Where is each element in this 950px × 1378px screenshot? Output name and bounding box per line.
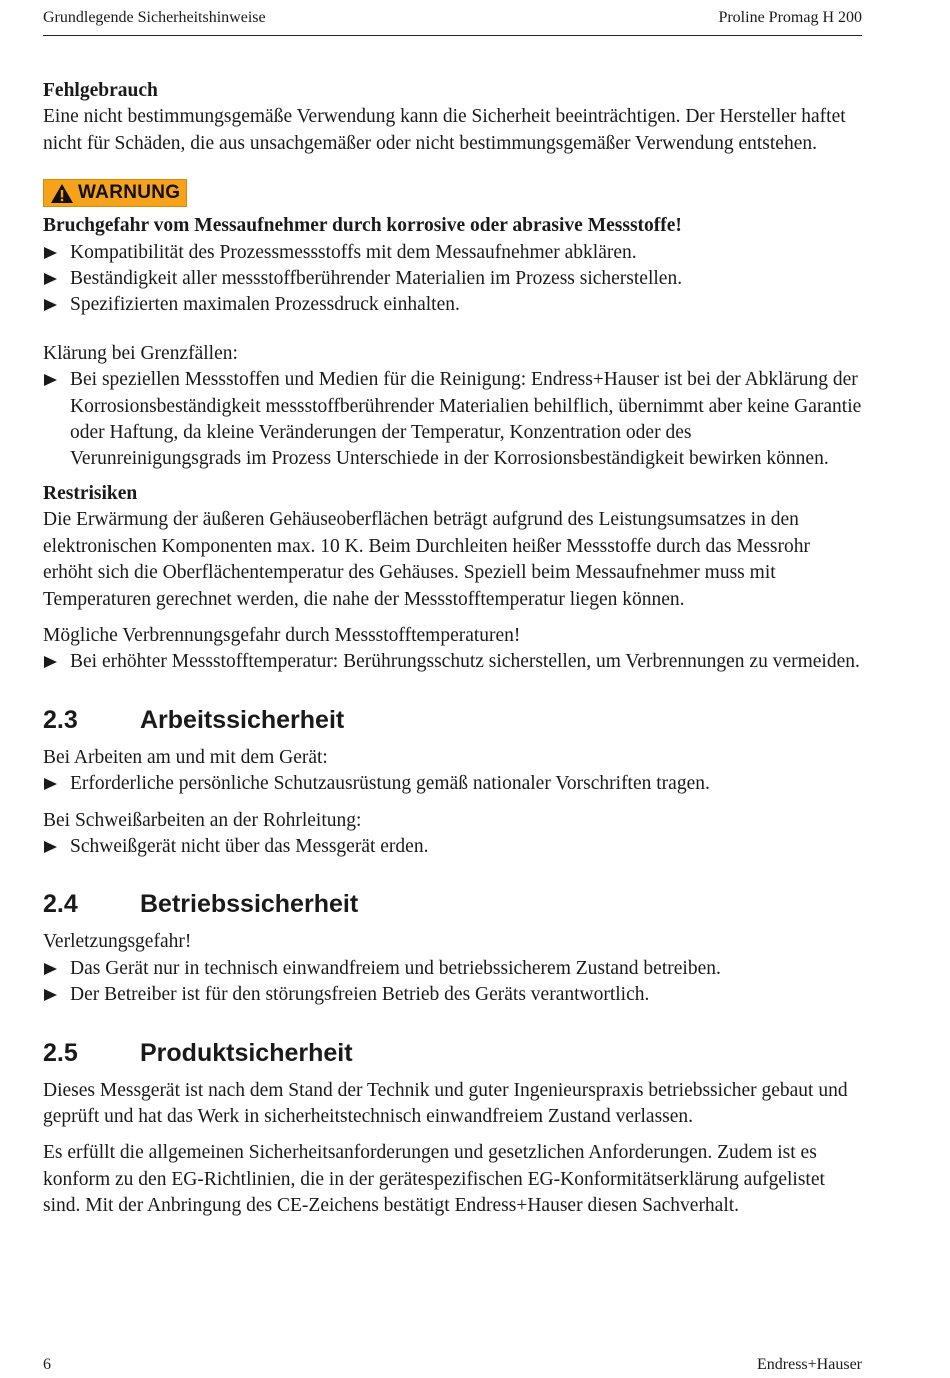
page-header bbox=[43, 7, 862, 36]
grenzfaelle-list bbox=[43, 367, 862, 473]
bullet-triangle-icon bbox=[44, 989, 57, 1001]
bullet-triangle-icon bbox=[44, 273, 57, 285]
list-item: Beständigkeit aller messstoffberührender Materialien im Prozess sicherstellen. bbox=[43, 266, 862, 292]
list-item: Bei erhöhter Messstofftemperatur: Berührungsschutz sicherstellen, um Verbrennungen zu vermeiden. bbox=[43, 649, 862, 675]
sec23-intro1: Bei Arbeiten am und mit dem Gerät: bbox=[43, 746, 328, 768]
bullet-triangle-icon bbox=[44, 247, 57, 259]
section-number: 2.4 bbox=[43, 890, 78, 919]
page-content bbox=[43, 78, 862, 1220]
document-page bbox=[43, 0, 862, 1378]
sec24-list bbox=[43, 956, 862, 1009]
bullet-triangle-icon bbox=[44, 374, 57, 386]
warning-list bbox=[43, 240, 862, 319]
list-item: Kompatibilität des Prozessmessstoffs mit dem Messaufnehmer abklären. bbox=[43, 240, 862, 266]
section-number: 2.3 bbox=[43, 705, 78, 734]
page-footer bbox=[43, 1356, 862, 1376]
warning-title: Bruchgefahr vom Messaufnehmer durch korrosive oder abrasive Messstoffe! bbox=[43, 215, 682, 237]
footer-brand: Endress+Hauser bbox=[757, 1356, 862, 1373]
section-title: Produktsicherheit bbox=[140, 1038, 353, 1067]
bullet-triangle-icon bbox=[44, 963, 57, 975]
sec23-list2 bbox=[43, 834, 862, 860]
sec23-intro2: Bei Schweißarbeiten an der Rohrleitung: bbox=[43, 809, 362, 831]
fehlgebrauch-heading: Fehlgebrauch bbox=[43, 80, 158, 101]
warning-triangle-icon bbox=[50, 183, 74, 204]
restrisiken-heading: Restrisiken bbox=[43, 482, 138, 504]
bullet-triangle-icon bbox=[44, 656, 57, 668]
bullet-triangle-icon bbox=[44, 778, 57, 790]
section-heading-2-3 bbox=[43, 706, 862, 735]
header-chapter: Grundlegende Sicherheitshinweise bbox=[43, 9, 266, 26]
warning-badge bbox=[43, 179, 187, 207]
fehlgebrauch-text: Eine nicht bestimmungsgemäße Verwendung kann die Sicherheit beeinträchtigen. Der Hersteller haftet nicht für Schäden, die aus unsachgemäßer oder nicht bestimmungsgemäßer Verwendung entstehen. bbox=[43, 106, 846, 154]
warning-label: WARNUNG bbox=[78, 182, 181, 204]
section-heading-2-5 bbox=[43, 1039, 862, 1068]
list-item: Spezifizierten maximalen Prozessdruck einhalten. bbox=[43, 292, 862, 318]
header-product: Proline Promag H 200 bbox=[718, 9, 862, 26]
sec23-list1 bbox=[43, 771, 862, 797]
page-number: 6 bbox=[43, 1356, 51, 1373]
sec25-text2: Es erfüllt die allgemeinen Sicherheitsanforderungen und gesetzlichen Anforderungen. Zudem ist es konform zu den EG-Richtlinien, die in der gerätespezifischen EG-Konformitätserklärung aufgelistet sind. Mit der Anbringung des CE-Zeichens bestätigt Endress+Hauser diesen Sachverhalt. bbox=[43, 1142, 825, 1217]
section-title: Betriebssicherheit bbox=[140, 890, 359, 919]
bullet-triangle-icon bbox=[44, 841, 57, 853]
sec24-intro: Verletzungsgefahr! bbox=[43, 931, 192, 953]
sec25-text1: Dieses Messgerät ist nach dem Stand der Technik und guter Ingenieurspraxis betriebssicher gebaut und geprüft und hat das Werk in sicherheitstechnisch einwandfreiem Zustand verlassen. bbox=[43, 1079, 848, 1127]
bullet-triangle-icon bbox=[44, 299, 57, 311]
section-heading-2-4 bbox=[43, 890, 862, 919]
section-number: 2.5 bbox=[43, 1038, 78, 1067]
restrisiken-list bbox=[43, 649, 862, 675]
section-title: Arbeitssicherheit bbox=[140, 705, 345, 734]
list-item: Bei speziellen Messstoffen und Medien für die Reinigung: Endress+Hauser ist bei der Abklärung der Korrosionsbeständigkeit messstoffberührender Materialien behilflich, übernimmt aber keine Garantie oder Haftung, da kleine Veränderungen der Temperatur, Konzentration oder des Verunreinigungsgrads im Prozess Unterschiede in der Korrosionsbeständigkeit bewirken können. bbox=[43, 367, 862, 473]
restrisiken-intro: Mögliche Verbrennungsgefahr durch Messstofftemperaturen! bbox=[43, 624, 521, 646]
list-item: Erforderliche persönliche Schutzausrüstung gemäß nationaler Vorschriften tragen. bbox=[43, 771, 862, 797]
list-item: Schweißgerät nicht über das Messgerät erden. bbox=[43, 834, 862, 860]
restrisiken-text: Die Erwärmung der äußeren Gehäuseoberflächen beträgt aufgrund des Leistungsumsatzes in den elektronischen Komponenten max. 10 K. Beim Durchleiten heißer Messstoffe durch das Messrohr erhöht sich die Oberflächentemperatur des Gehäuses. Speziell beim Messaufnehmer muss mit Temperaturen gerechnet werden, die nahe der Messstofftemperatur liegen können. bbox=[43, 509, 810, 610]
grenzfaelle-intro: Klärung bei Grenzfällen: bbox=[43, 342, 238, 364]
list-item: Der Betreiber ist für den störungsfreien Betrieb des Geräts verantwortlich. bbox=[43, 982, 862, 1008]
list-item: Das Gerät nur in technisch einwandfreiem und betriebssicherem Zustand betreiben. bbox=[43, 956, 862, 982]
